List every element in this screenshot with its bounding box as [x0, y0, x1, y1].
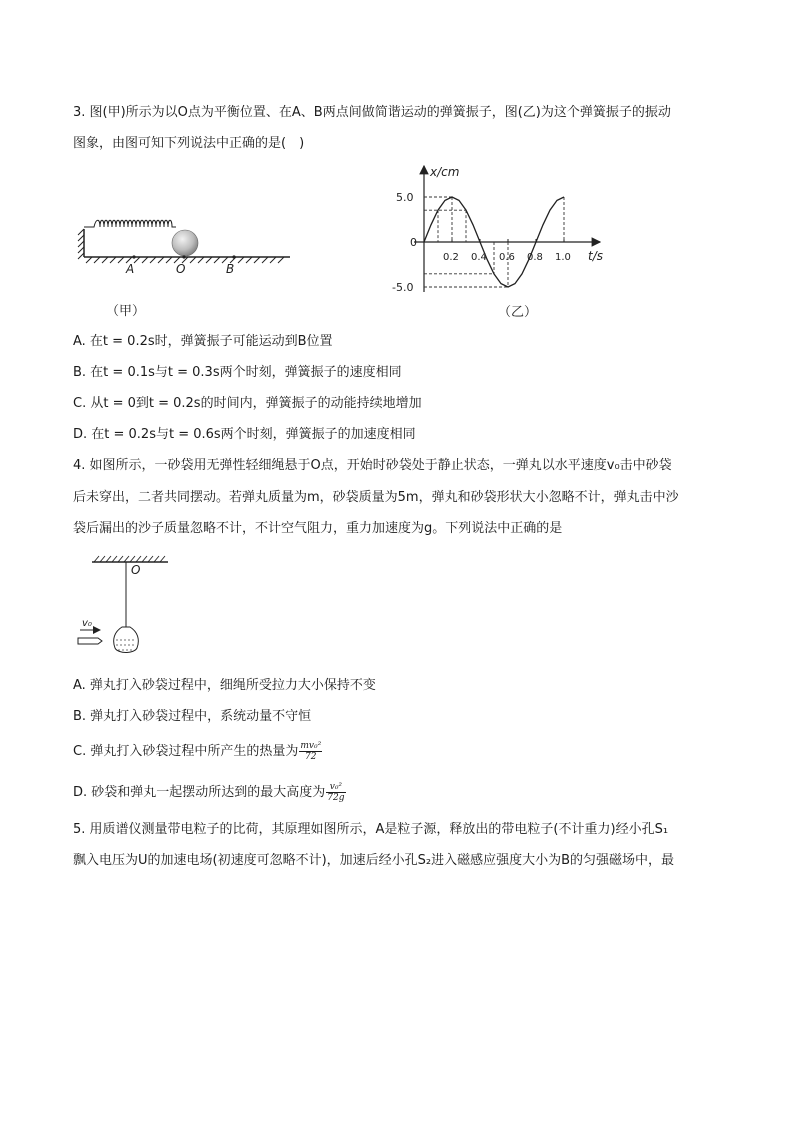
figure-jia-spring-oscillator — [68, 205, 298, 325]
q4-option-C-fraction — [299, 741, 322, 762]
point-O-dot — [182, 255, 185, 258]
figure-yi-vibration-graph — [382, 160, 612, 325]
wall-hatching — [78, 229, 84, 259]
x-tick-label: 0.6 — [499, 252, 515, 263]
label-O-pivot: O — [131, 563, 141, 577]
q4-option-A: A. 弹丸打入砂袋过程中，细绳所受拉力大小保持不变 — [73, 678, 376, 693]
oscillator-ball — [172, 230, 198, 256]
bullet — [78, 638, 102, 644]
x-tick-label: 1.0 — [555, 252, 571, 263]
caption-yi: （乙） — [498, 305, 538, 320]
fraction-denominator: 72g — [327, 793, 345, 803]
x-tick-label: 0.2 — [443, 252, 459, 263]
fraction-denominator: 72 — [305, 752, 317, 762]
q3-stem-line2: 图象，由图可知下列说法中正确的是( ) — [73, 136, 305, 151]
label-A: A — [126, 262, 135, 276]
q3-option-C: C. 从t = 0到t = 0.2s的时间内，弹簧振子的动能持续地增加 — [73, 396, 422, 411]
q4-option-D-fraction — [326, 782, 345, 803]
y-axis-label: x/cm — [430, 165, 460, 179]
q4-stem-line2: 后未穿出，二者共同摆动。若弹丸质量为m，砂袋质量为5m，弹丸和砂袋形状大小忽略不计，弹丸击中沙 — [73, 490, 679, 505]
origin-label: 0 — [410, 236, 417, 249]
x-tick-label: 0.4 — [471, 252, 487, 263]
q4-stem-line1: 4. 如图所示，一砂袋用无弹性轻细绳悬于O点，开始时砂袋处于静止状态，一弹丸以水平速度v₀击中砂袋 — [73, 458, 672, 473]
y-tick-label: 5.0 — [396, 191, 414, 204]
q5-stem-line2: 飘入电压为U的加速电场(初速度可忽略不计)，加速后经小孔S₂进入磁感应强度大小为B的匀强磁场中，最 — [73, 853, 675, 868]
figure-sandbag-pendulum — [74, 552, 184, 660]
point-B-dot — [232, 255, 235, 258]
fraction-numerator: mv₀² — [300, 741, 322, 751]
q4-option-C-text: C. 弹丸打入砂袋过程中所产生的热量为 — [73, 744, 299, 759]
ceiling-hatching — [94, 556, 165, 562]
q3-stem-line1: 3. 图(甲)所示为以O点为平衡位置、在A、B两点间做简谐运动的弹簧振子，图(乙)为这个弹簧振子的振动 — [73, 105, 671, 120]
q4-option-C — [73, 741, 322, 762]
x-axis-label: t/s — [588, 249, 603, 263]
y-tick-label: -5.0 — [392, 281, 414, 294]
q4-option-D-text: D. 砂袋和弹丸一起摆动所达到的最大高度为 — [73, 785, 326, 800]
q3-option-A: A. 在t = 0.2s时，弹簧振子可能运动到B位置 — [73, 334, 333, 349]
label-B: B — [226, 262, 235, 276]
fraction-numerator: v₀² — [326, 782, 345, 793]
q3-option-B: B. 在t = 0.1s与t = 0.3s两个时刻，弹簧振子的速度相同 — [73, 365, 402, 380]
q4-stem-line3: 袋后漏出的沙子质量忽略不计，不计空气阻力，重力加速度为g。下列说法中正确的是 — [73, 521, 563, 536]
q3-option-D: D. 在t = 0.2s与t = 0.6s两个时刻，弹簧振子的加速度相同 — [73, 427, 416, 442]
q4-option-D — [73, 782, 346, 803]
q4-option-B: B. 弹丸打入砂袋过程中，系统动量不守恒 — [73, 709, 312, 724]
q5-stem-line1: 5. 用质谱仪测量带电粒子的比荷，其原理如图所示，A是粒子源，释放出的带电粒子(不计重力)经小孔S₁ — [73, 822, 669, 837]
label-O: O — [176, 262, 186, 276]
x-tick-label: 0.8 — [527, 252, 543, 263]
caption-jia: （甲） — [106, 304, 146, 319]
point-A-dot — [132, 255, 135, 258]
label-v0: v₀ — [82, 618, 92, 629]
spring-coil — [84, 220, 176, 227]
